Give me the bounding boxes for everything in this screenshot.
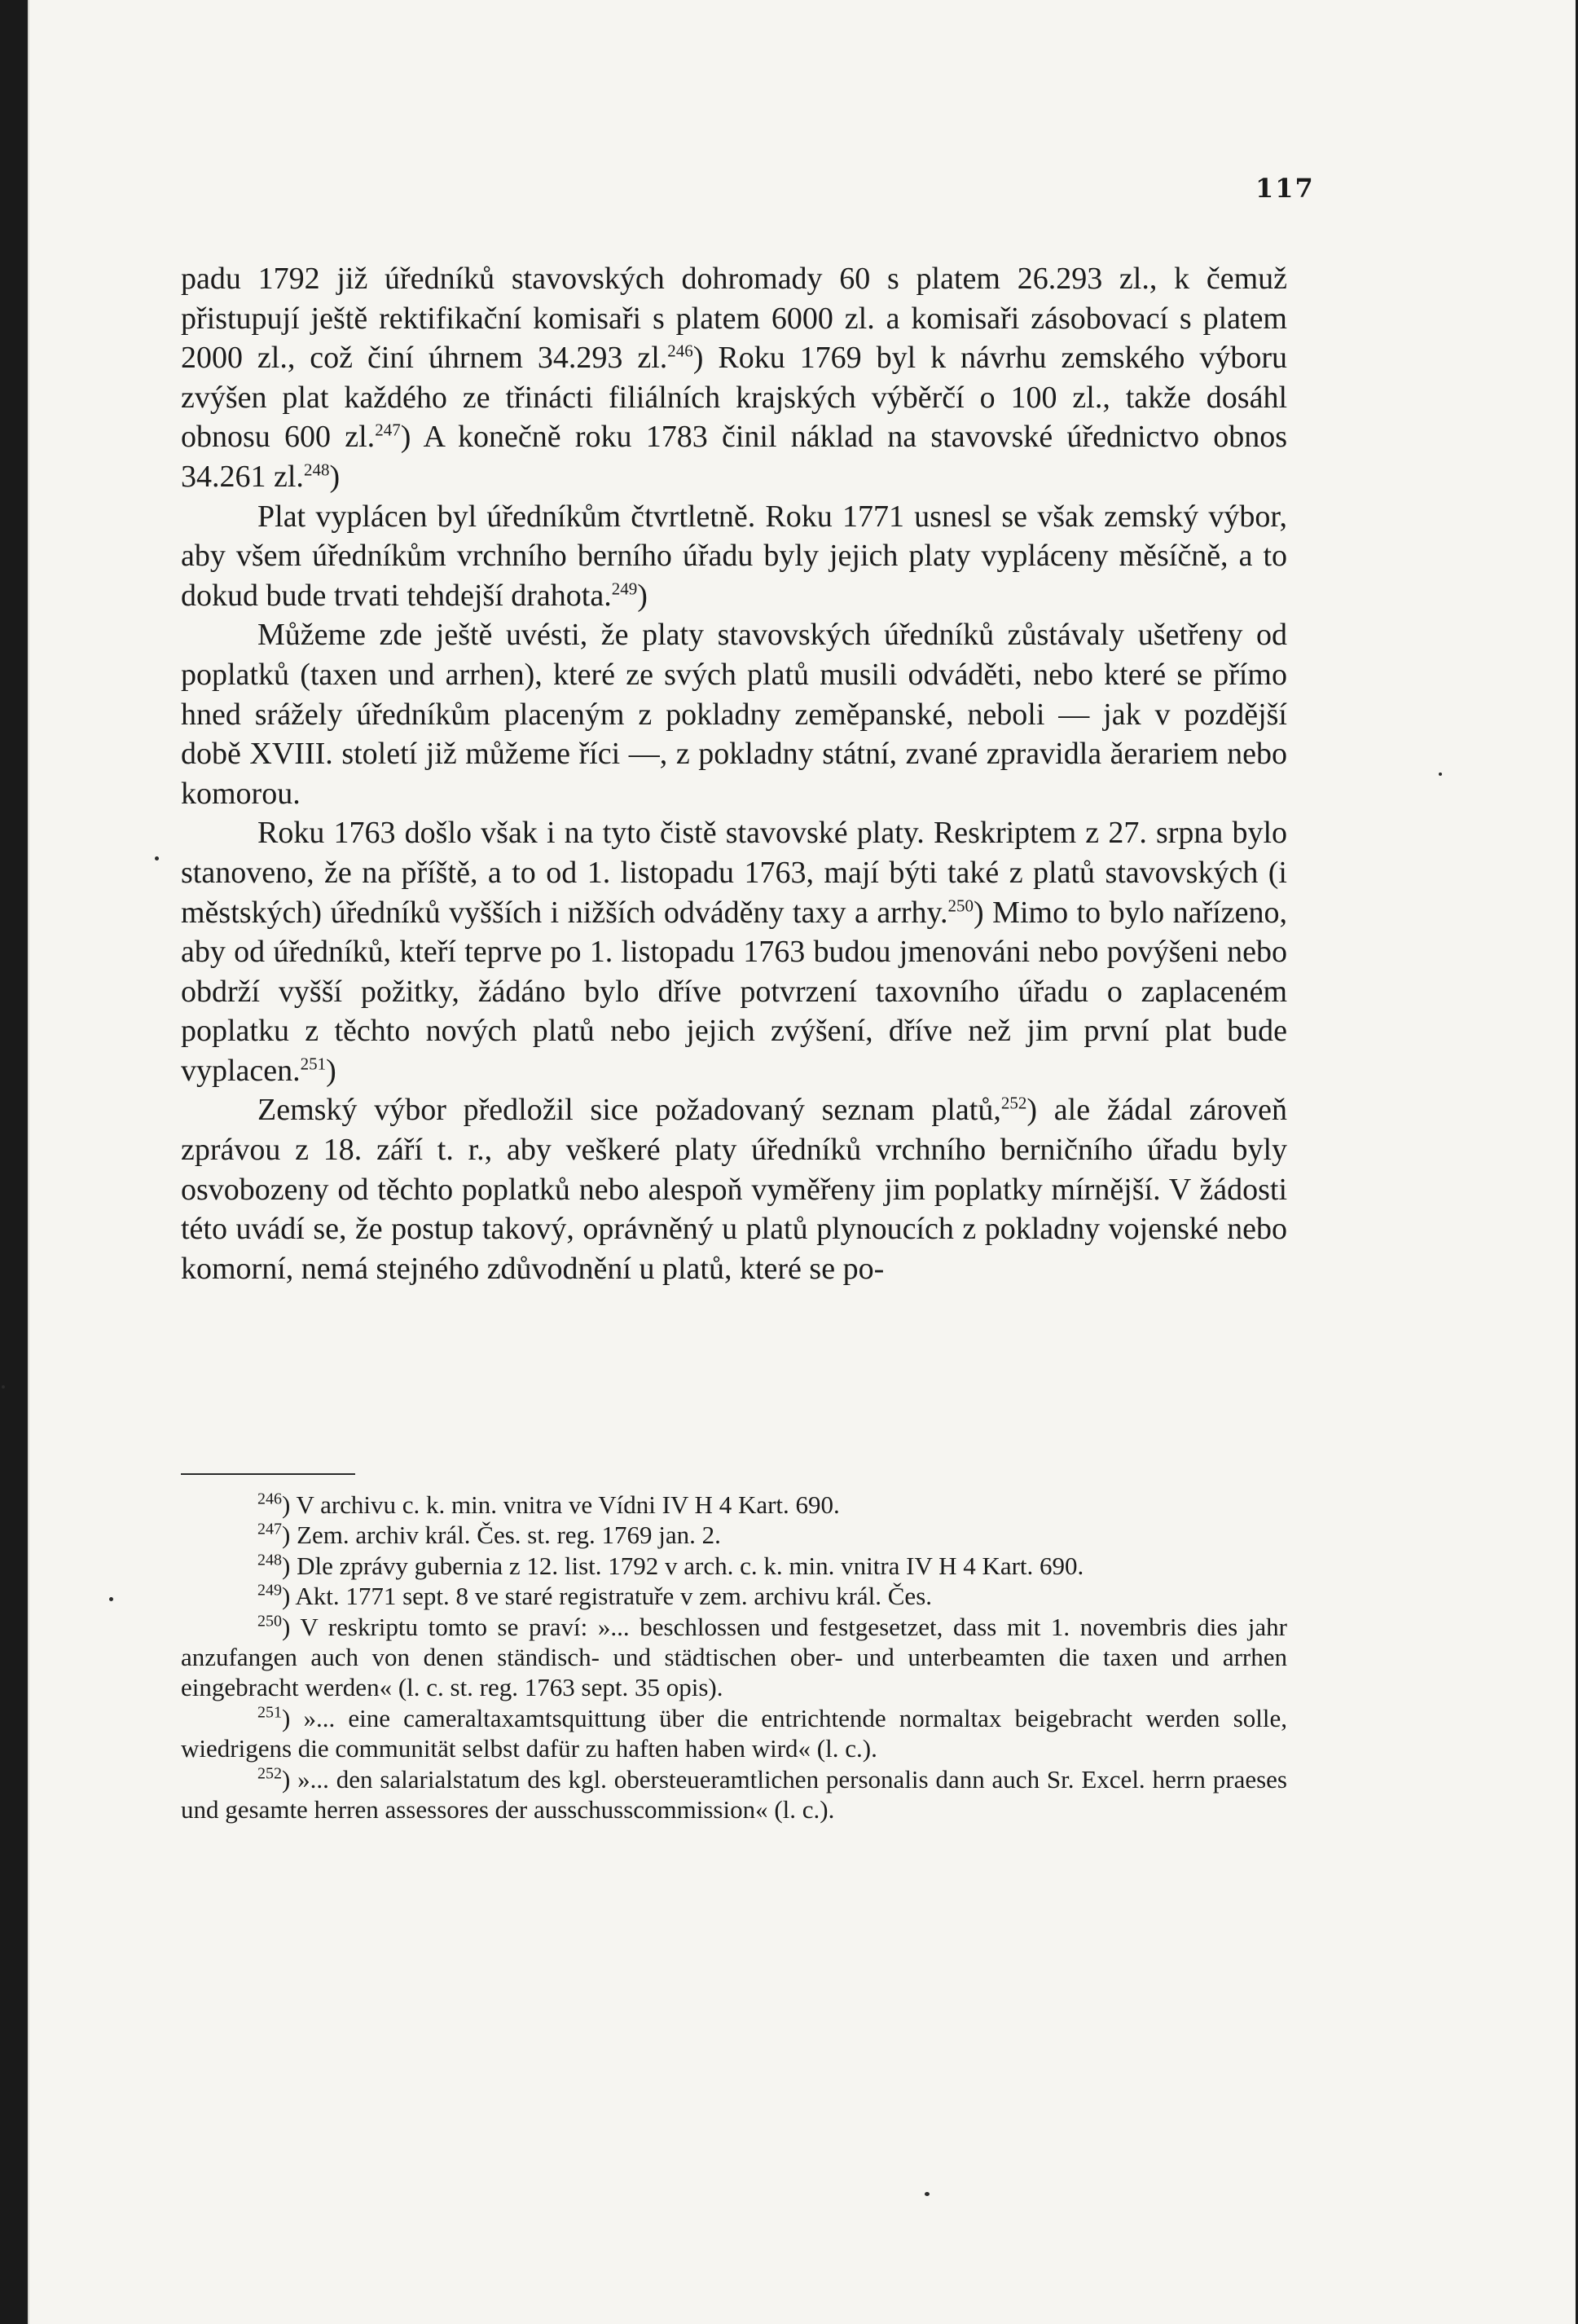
footnote-ref-247[interactable]: 247 xyxy=(375,420,401,440)
footnote-248: $^{248}$) Dle zprávy gubernia z 12. list. 1792 v arch. c. k. min. vnitra IV H 4 Kart. 690. xyxy=(257,1551,1084,1580)
paragraph-2: Plat vyplácen byl úředníkům čtvrtletně. Roku 1771 usnesl se však zemský výbor, aby všem úředníkům vrchního berního úřadu byly jejich platy vypláceny měsíčně, a to dokud bude trvati tehdejší drahota.$^{249}$) xyxy=(181,499,1287,613)
print-speck xyxy=(1439,772,1442,776)
footnote-251: $^{251}$) »... eine cameraltaxamtsquittung über die entrichtende normaltax beigebracht werden solle, wiedrigens die communität selbst dafür zu haften haben wird« (l. c.). xyxy=(181,1703,1287,1763)
footnote-ref-249[interactable]: 249 xyxy=(611,579,638,599)
footnote-250: $^{250}$) V reskriptu tomto se praví: »... beschlossen und festgesetzet, dass mit 1. novembris dies jahr anzufangen auch von denen ständisch- und städtischen ober- und unterbeamten die taxen und arrhen eingebracht werden« (l. c. st. reg. 1763 sept. 35 opis). xyxy=(181,1612,1287,1702)
print-speck xyxy=(925,2192,930,2196)
footnote-252: $^{252}$) »... den salarialstatum des kgl. obersteueramtlichen personalis dann auch Sr. Excel. herrn praeses und gesamte herren assessores der ausschusscommission« (l. c.). xyxy=(181,1764,1287,1824)
footnote-divider xyxy=(181,1473,355,1475)
footnote-ref-252[interactable]: 252 xyxy=(1000,1093,1027,1113)
main-text xyxy=(181,259,1287,1288)
print-speck xyxy=(109,1597,113,1601)
print-speck xyxy=(155,856,159,860)
footnote-ref-246[interactable]: 246 xyxy=(667,341,693,361)
footnote-ref-251[interactable]: 251 xyxy=(300,1054,327,1074)
paragraph-1: padu 1792 již úředníků stavovských dohromady 60 s platem 26.293 zl., k čemuž přistupují ještě rektifikační komisaři s platem 6000 zl. a komisaři zásobovací s platem 2000 zl., což činí úhrnem 34.293 zl.$^{246}$) Roku 1769 byl k návrhu zemského výboru zvýšen plat každého ze třinácti filiálních krajských výběrčí o 100 zl., takže dosáhl obnosu 600 zl.$^{247}$) A konečně roku 1783 činil náklad na stavovské úřednictvo obnos 34.261 zl.$^{248}$) xyxy=(181,262,1287,494)
footnote-246: $^{246}$) V archivu c. k. min. vnitra ve Vídni IV H 4 Kart. 690. xyxy=(257,1490,840,1519)
footnote-247: $^{247}$) Zem. archiv král. Čes. st. reg. 1769 jan. 2. xyxy=(257,1521,721,1550)
footnote-ref-248[interactable]: 248 xyxy=(303,460,330,480)
footnotes xyxy=(181,1490,1287,1824)
footnote-249: $^{249}$) Akt. 1771 sept. 8 ve staré registratuře v zem. archivu král. Čes. xyxy=(257,1581,933,1611)
page-number: 117 xyxy=(1255,173,1315,204)
paragraph-4: Roku 1763 došlo však i na tyto čistě stavovské platy. Reskriptem z 27. srpna bylo stanoveno, že na příště, a to od 1. listopadu 1763, mají býti také z platů stavovských (i městských) úředníků vyšších i nižších odváděny taxy a arrhy.$^{250}$) Mimo to bylo nařízeno, aby od úředníků, kteří teprve po 1. listopadu 1763 budou jmenováni nebo povýšeni nebo obdrží vyšší požitky, žádáno bylo dříve potvrzení taxovního úřadu o zaplaceném poplatku z těchto nových platů nebo jejich zvýšení, dříve než jim první plat bude vyplacen.$^{251}$) xyxy=(181,816,1287,1088)
print-speck xyxy=(2,1385,5,1389)
paragraph-3: Můžeme zde ještě uvésti, že platy stavovských úředníků zůstávaly ušetřeny od poplatků (taxen und arrhen), které ze svých platů musili odváděti, nebo které se přímo hned srážely úředníkům placeným z pokladny zeměpanské, neboli — jak v pozdější době XVIII. století již můžeme říci —, z pokladny státní, zvané zpravidla ǎerariem nebo komorou. xyxy=(181,618,1287,811)
paragraph-5: Zemský výbor předložil sice požadovaný seznam platů,$^{252}$) ale žádal zároveň zprávou z 18. září t. r., aby veškeré platy úředníků vrchního berničního úřadu byly osvobozeny od těchto poplatků nebo alespoň vyměřeny jim poplatky mírnější. V žádosti této uvádí se, že postup takový, oprávněný u platů plynoucích z pokladny vojenské nebo komorní, nemá stejného zdůvodnění u platů, které se po- xyxy=(181,1093,1287,1286)
footnote-ref-250[interactable]: 250 xyxy=(947,895,974,915)
